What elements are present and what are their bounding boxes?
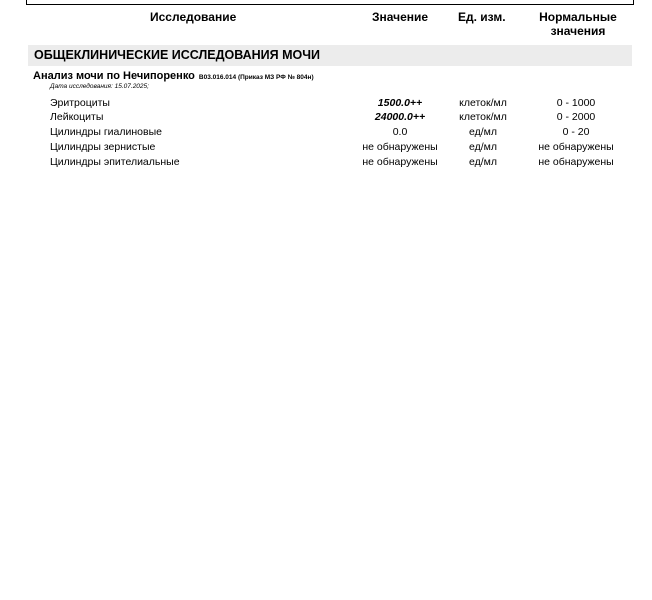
- row-unit: ед/мл: [469, 126, 497, 138]
- section-title: ОБЩЕКЛИНИЧЕСКИЕ ИССЛЕДОВАНИЯ МОЧИ: [34, 48, 321, 62]
- row-name: Цилиндры гиалиновые: [50, 126, 162, 138]
- header-unit: Ед. изм.: [458, 10, 506, 24]
- row-unit: ед/мл: [469, 156, 497, 168]
- header-value: Значение: [372, 10, 429, 24]
- row-name: Эритроциты: [50, 97, 110, 109]
- row-value: 0.0: [392, 126, 408, 138]
- row-value: 1500.0++: [377, 97, 423, 109]
- analysis-code: B03.016.014 (Приказ МЗ РФ № 804н): [198, 74, 314, 81]
- row-unit: ед/мл: [469, 141, 497, 153]
- header-norm-line2: значения: [550, 24, 606, 38]
- row-unit: клеток/мл: [459, 97, 507, 109]
- analysis-name: Анализ мочи по Нечипоренко: [33, 70, 195, 82]
- row-norm: 0 - 2000: [556, 111, 596, 123]
- row-name: Цилиндры эпителиальные: [50, 156, 180, 168]
- row-value: 24000.0++: [374, 111, 426, 123]
- header-norm: [530, 10, 626, 38]
- row-name: Лейкоциты: [50, 111, 104, 123]
- table-row: [0, 97, 652, 110]
- row-norm: 0 - 1000: [556, 97, 596, 109]
- table-row: [0, 141, 652, 154]
- table-row: [0, 156, 652, 169]
- row-value: не обнаружены: [362, 156, 438, 168]
- analysis-title: [33, 70, 314, 84]
- header-norm-line1: Нормальные: [539, 10, 617, 24]
- row-value: не обнаружены: [362, 141, 438, 153]
- row-unit: клеток/мл: [459, 111, 507, 123]
- row-norm: не обнаружены: [538, 156, 614, 168]
- row-name: Цилиндры зернистые: [50, 141, 156, 153]
- top-frame: [26, 0, 634, 5]
- header-study: Исследование: [150, 10, 237, 24]
- analysis-date: Дата исследования: 15.07.2025;: [50, 83, 149, 90]
- table-row: [0, 126, 652, 139]
- table-row: [0, 111, 652, 124]
- row-norm: не обнаружены: [538, 141, 614, 153]
- section-bar: [28, 45, 632, 66]
- row-norm: 0 - 20: [562, 126, 590, 138]
